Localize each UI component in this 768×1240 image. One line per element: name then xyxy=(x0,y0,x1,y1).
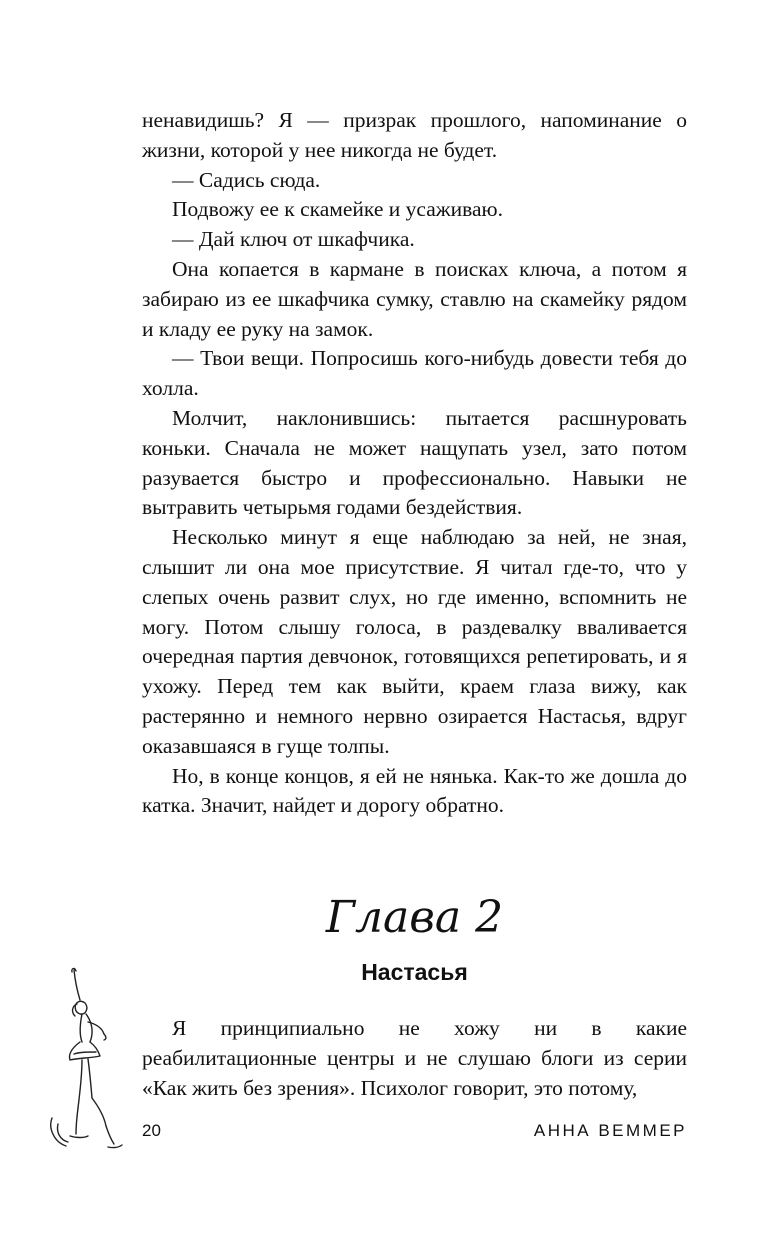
chapter-body-text xyxy=(142,1014,687,1103)
paragraph: Подвожу ее к скамейке и усаживаю. xyxy=(172,197,503,222)
paragraph: — Твои вещи. Попросишь кого-нибудь довести тебя до холла. xyxy=(142,346,687,401)
paragraph: Молчит, наклонившись: пытается расшнуровать коньки. Сначала не может нащупать узел, зато потом разувается быстро и профессионально. Навыки не вытравить четырьмя годами бездействия. xyxy=(142,405,687,520)
paragraph: Я принципиально не хожу ни в какие реабилитационные центры и не слушаю блоги из серии «Как жить без зрения». Психолог говорит, это потому, xyxy=(142,1016,687,1100)
chapter-subtitle: Настасья xyxy=(361,959,468,985)
chapter-heading: Глава 2 xyxy=(325,892,504,943)
paragraph: Несколько минут я еще наблюдаю за ней, не зная, слышит ли она мое присутствие. Я читал где-то, что у слепых очень развит слух, но где именно, вспомнить не могу. Потом слышу голоса, в раздевалку вваливается очередная партия девчонок, готовящихся репетировать, и я ухожу. Перед тем как выйти, краем глаза вижу, как растерянно и немного нервно озирается Настасья, вдруг оказавшаяся в гуще толпы. xyxy=(142,525,687,758)
paragraph: Она копается в кармане в поисках ключа, а потом я забираю из ее шкафчика сумку, ставлю на скамейку рядом и кладу ее руку на замок. xyxy=(142,256,687,341)
paragraph: Но, в конце концов, я ей не нянька. Как-то же дошла до катка. Значит, найдет и дорогу обратно. xyxy=(142,763,687,818)
page-body-text xyxy=(142,106,687,821)
running-author-name: АННА ВЕММЕР xyxy=(533,1121,687,1140)
page-number: 20 xyxy=(142,1121,161,1140)
figure-skater-sketch-icon xyxy=(44,966,130,1156)
paragraph: — Садись сюда. xyxy=(172,167,321,192)
paragraph: — Дай ключ от шкафчика. xyxy=(172,227,415,252)
paragraph: ненавидишь? Я — призрак прошлого, напоминание о жизни, которой у нее никогда не будет. xyxy=(142,108,687,162)
